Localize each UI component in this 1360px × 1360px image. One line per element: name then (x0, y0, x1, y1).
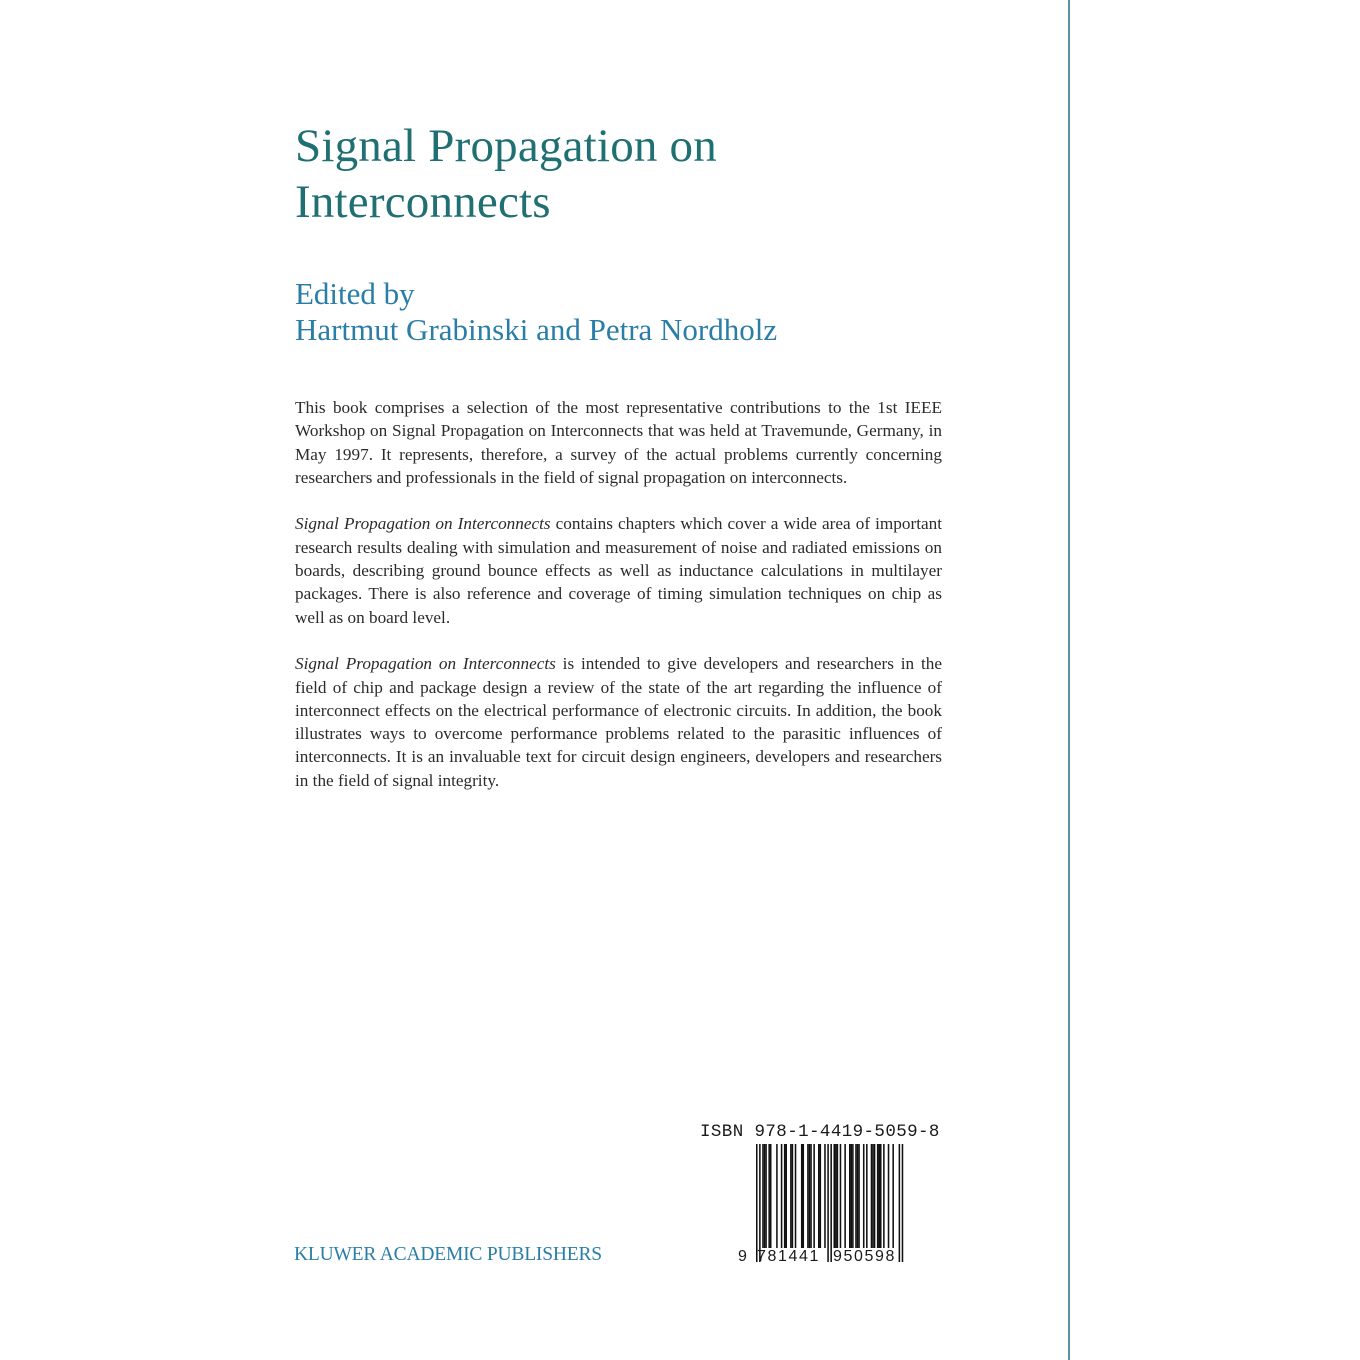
barcode-bar (809, 1144, 811, 1248)
blurb-paragraph-2-text: contains chapters which cover a wide area of important research results dealing with simulation and measurement of noise and radiated emissions on boards, describing ground bounce effects as well as inductance calculations in multilayer packages. There is also reference and coverage of timing simulation techniques on chip as well as on board level. (295, 514, 942, 627)
editor-names: Hartmut Grabinski and Petra Nordholz (295, 312, 778, 347)
barcode-bar (803, 1144, 805, 1248)
editors-block (295, 276, 995, 348)
barcode-bar (866, 1144, 868, 1248)
barcode-bar (824, 1144, 826, 1248)
edited-by-label: Edited by (295, 276, 415, 311)
barcode-guard-bar (830, 1144, 832, 1262)
barcode-bar (863, 1144, 865, 1248)
barcode-bar (888, 1144, 890, 1248)
barcode-bar (844, 1144, 846, 1248)
barcode-bar (877, 1144, 879, 1248)
barcode-bar (818, 1144, 820, 1248)
blurb-paragraph-3-title: Signal Propagation on Interconnects (295, 654, 556, 674)
barcode-bar (810, 1144, 812, 1248)
barcode-bar (784, 1144, 786, 1248)
barcode-bar (813, 1144, 815, 1248)
book-title-line-2: Interconnects (295, 176, 551, 228)
barcode-bar (781, 1144, 783, 1248)
isbn-label: ISBN 978-1-4419-5059-8 (700, 1122, 940, 1142)
barcode-bar (880, 1144, 882, 1248)
barcode-bar (820, 1144, 822, 1248)
blurb-paragraph-2-title: Signal Propagation on Interconnects (295, 514, 551, 534)
barcode-bar (878, 1144, 880, 1248)
barcode-bar (790, 1144, 792, 1248)
barcode-digit-group-1: 781441 (757, 1248, 820, 1265)
blurb-paragraph-3-text: is intended to give developers and researchers in the field of chip and package design a review of the state of the art regarding the influence of interconnect effects on the electrical performance of electronic circuits. In addition, the book illustrates ways to overcome performance problems related to the parasitic influences of interconnects. It is an invaluable text for circuit design engineers, developers and researchers in the field of signal integrity. (295, 654, 942, 790)
barcode-bar (883, 1144, 885, 1248)
barcode-bar (852, 1144, 854, 1248)
barcode-bar (835, 1144, 837, 1248)
barcode-guard-bar (759, 1144, 761, 1262)
publisher-name: KLUWER ACADEMIC PUBLISHERS (294, 1244, 602, 1265)
book-title (295, 118, 995, 230)
blurb-paragraph-3 (295, 652, 942, 792)
barcode-first-digit: 9 (738, 1248, 747, 1265)
barcode-bar (849, 1144, 851, 1248)
barcode-bar (834, 1144, 836, 1248)
barcode-bar (765, 1144, 767, 1248)
blurb-text (295, 396, 942, 815)
barcode-bar (837, 1144, 839, 1248)
barcode-bar (792, 1144, 794, 1248)
barcode-bar (855, 1144, 857, 1248)
blurb-paragraph-2 (295, 512, 942, 628)
barcode-bar (840, 1144, 842, 1248)
barcode-digit-group-2: 950598 (833, 1248, 896, 1265)
blurb-paragraph-1: This book comprises a selection of the most representative contributions to the 1st IEEE Workshop on Signal Propagation on Interconnects that was held at Travemunde, Germany, in May 1997. It represents, therefore, a survey of the actual problems currently concerning researchers and professionals in the field of signal propagation on interconnects. (295, 398, 942, 487)
barcode-bar (801, 1144, 803, 1248)
barcode-guard-bar (899, 1144, 901, 1262)
barcode-bar (776, 1144, 778, 1248)
barcode-bar (807, 1144, 809, 1248)
barcode-guard-bar (827, 1144, 829, 1262)
barcode-bar (857, 1144, 859, 1248)
barcode-bar (872, 1144, 874, 1248)
barcode-bar (764, 1144, 766, 1248)
book-title-line-1: Signal Propagation on (295, 120, 717, 172)
barcode-bar (871, 1144, 873, 1248)
barcode-guard-bar (902, 1144, 904, 1262)
barcode-bar (770, 1144, 772, 1248)
barcode-bar (874, 1144, 876, 1248)
barcode-bar (785, 1144, 787, 1248)
barcode-guard-bar (756, 1144, 758, 1262)
spine-edge-line (1068, 0, 1070, 1360)
barcode-bar (858, 1144, 860, 1248)
barcode-bar (768, 1144, 770, 1248)
barcode-bar (892, 1144, 894, 1248)
barcode-bar (762, 1144, 764, 1248)
barcode-bar (851, 1144, 853, 1248)
barcode-bar (795, 1144, 797, 1248)
